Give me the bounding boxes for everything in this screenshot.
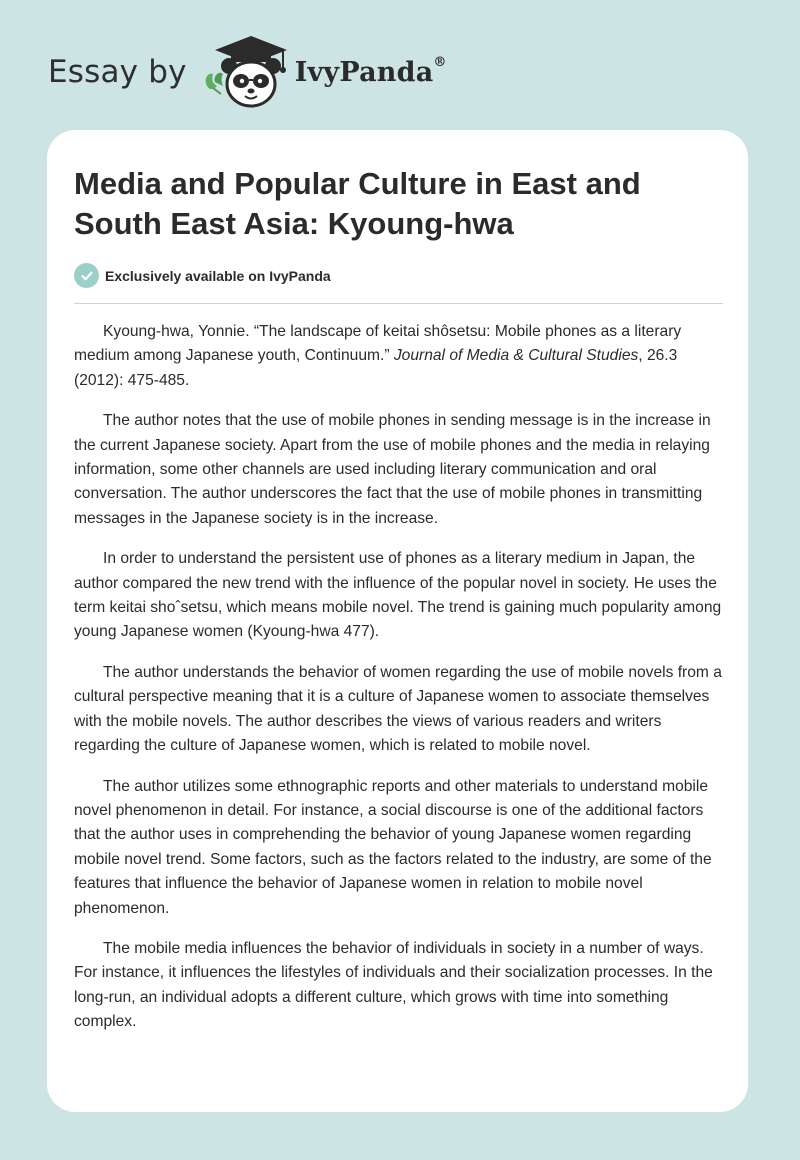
citation-journal: Journal of Media & Cultural Studies (393, 347, 639, 365)
body-paragraph: The author understands the behavior of women regarding the use of mobile novels from a cultural perspective meaning that it is a culture of Japanese women to associate themselves with the mobile novels. The author describes the views of various readers and writers regarding the culture of Japanese women, which is related to mobile novel. (74, 663, 722, 755)
body-paragraph: In order to understand the persistent use of phones as a literary medium in Japan, the author compared the new trend with the influence of the popular novel in society. He uses the term keitai shoˆsetsu, which means mobile novel. The trend is gaining much popularity among young Japanese women (Kyoung-hwa 477). (74, 550, 722, 641)
body-paragraph: The author notes that the use of mobile phones in sending message is in the increase in the current Japanese society. Apart from the use of mobile phones and the media in relaying information, some other channels are used including literary communication and oral conversation. The author underscores the fact that the use of mobile phones in transmitting messages in the Japanese society is in the increase. (74, 412, 711, 527)
body-paragraph: The mobile media influences the behavior of individuals in society in a number of ways. For instance, it influences the lifestyles of individuals and their socialization processes. In the long-run, an individual adopts a different culture, which grows with time into something complex. (74, 939, 713, 1031)
essay-title: Media and Popular Culture in East and South East Asia: Kyoung-hwa (74, 166, 641, 241)
site-header (48, 34, 447, 110)
panda-graduate-icon[interactable] (199, 34, 291, 110)
exclusive-badge-text: Exclusively available on IvyPanda (105, 267, 331, 284)
check-circle-icon (74, 263, 99, 288)
citation-volume-pages: , 26.3 (2012): 475-485. (74, 347, 678, 389)
essay-by-label: Essay by (48, 54, 187, 90)
exclusive-badge (74, 263, 331, 288)
citation-authors-title: Kyoung-hwa, Yonnie. “The landscape of keitai shôsetsu: Mobile phones as a literary medium among Japanese youth, Continuum.” (74, 323, 682, 365)
registered-mark: ® (433, 54, 447, 70)
brand-name[interactable]: IvyPanda® (294, 54, 447, 88)
body-paragraph: The author utilizes some ethnographic reports and other materials to understand mobile novel phenomenon in detail. For instance, a social discourse is one of the additional factors that the author uses in comprehending the behavior of young Japanese women regarding mobile novel trend. Some factors, such as the factors related to the industry, are some of the features that influence the behavior of Japanese women in relation to mobile novel phenomenon. (74, 777, 712, 917)
essay-card (47, 130, 748, 1112)
citation-paragraph (74, 320, 726, 393)
divider (74, 303, 723, 304)
essay-body (74, 320, 726, 1051)
